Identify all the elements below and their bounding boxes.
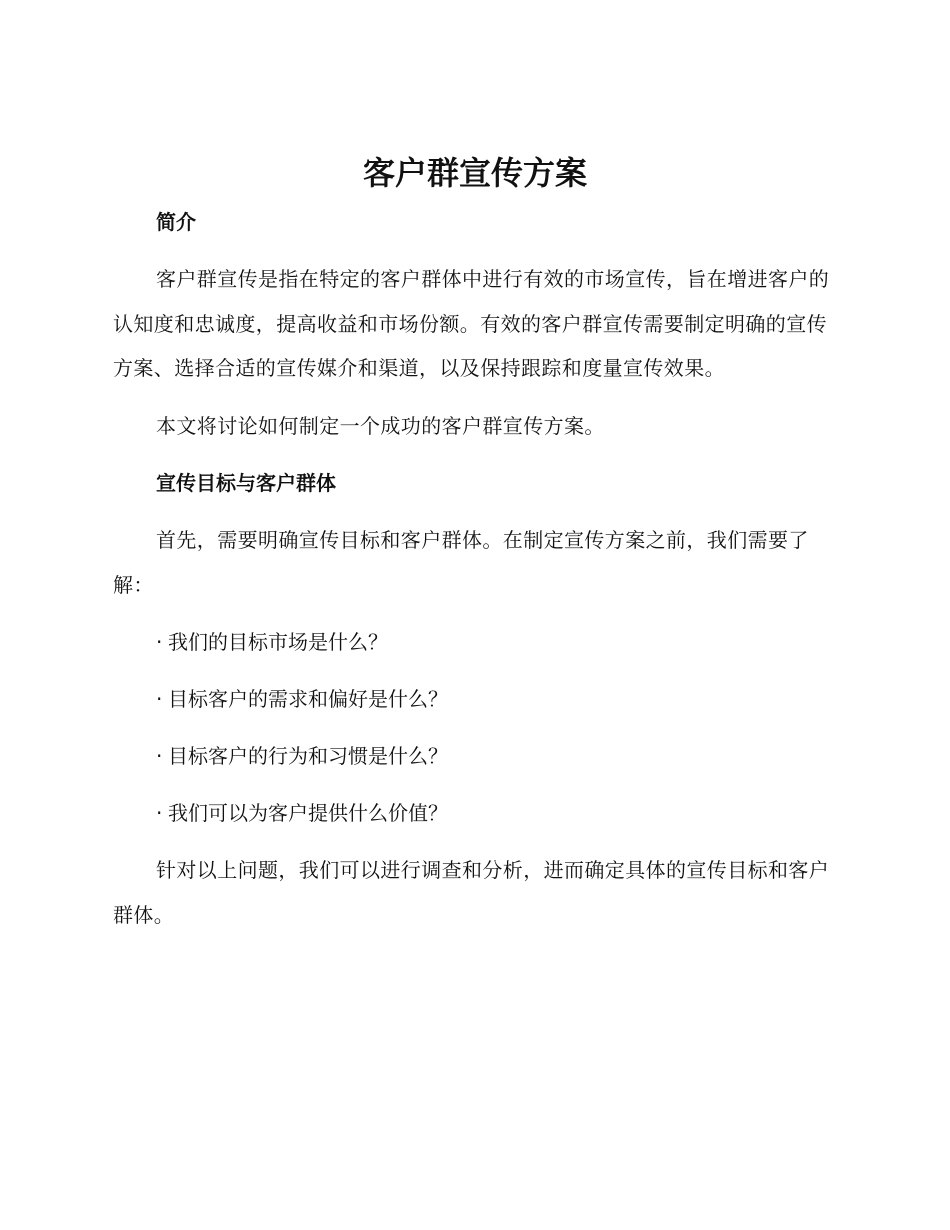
bullet-marker: · [156, 801, 163, 825]
bullet-item [113, 620, 833, 664]
document-body [113, 200, 833, 950]
bullet-item [113, 734, 833, 778]
document-title: 客户群宣传方案 [362, 154, 587, 192]
goals-intro-paragraph: 首先，需要明确宣传目标和客户群体。在制定宣传方案之前，我们需要了解： [113, 528, 809, 597]
bullet-marker: · [156, 687, 163, 711]
bullet-text: 我们的目标市场是什么？ [168, 630, 388, 654]
bullet-marker: · [156, 744, 163, 768]
goals-conclusion-paragraph: 针对以上问题，我们可以进行调查和分析，进而确定具体的宣传目标和客户群体。 [113, 858, 830, 927]
section-heading-goals: 宣传目标与客户群体 [156, 471, 336, 495]
intro-paragraph-1: 客户群宣传是指在特定的客户群体中进行有效的市场宣传，旨在增进客户的认知度和忠诚度，提高收益和市场份额。有效的客户群宣传需要制定明确的宣传方案、选择合适的宣传媒介和渠道，以及保持跟踪和度量宣传效果。 [113, 267, 830, 380]
bullet-marker: · [156, 630, 163, 654]
section-heading-intro: 简介 [156, 210, 196, 234]
intro-paragraph-2: 本文将讨论如何制定一个成功的客户群宣传方案。 [156, 413, 605, 438]
bullet-text: 我们可以为客户提供什么价值？ [168, 801, 448, 825]
bullet-text: 目标客户的需求和偏好是什么？ [168, 687, 448, 711]
bullet-text: 目标客户的行为和习惯是什么？ [168, 744, 448, 768]
bullet-item [113, 677, 833, 721]
bullet-item [113, 791, 833, 835]
